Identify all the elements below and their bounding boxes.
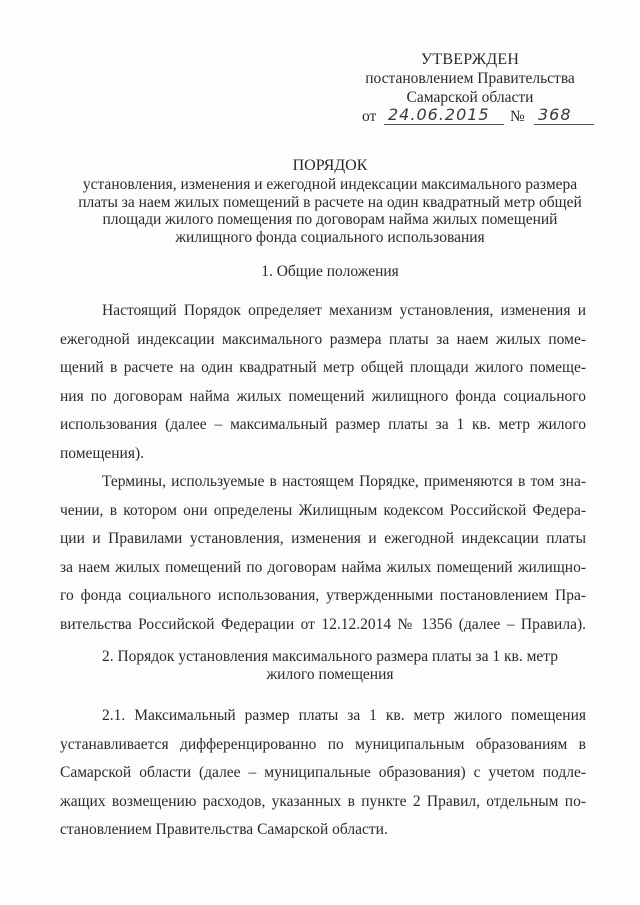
text-line: Термины, используемые в настоящем Порядке, применяются в том зна- <box>102 473 586 490</box>
text-line: вительства Российской Федерации от 12.12.2014 № 1356 (далее – Правила). <box>60 615 586 633</box>
text-line: Настоящий Порядок определяет механизм установления, изменения и <box>102 302 586 319</box>
section-1-title: 1. Общие положения <box>261 263 399 280</box>
approval-title: УТВЕРЖДЕН <box>420 51 520 68</box>
section-2-title-line: 2. Порядок установления максимального размера платы за 1 кв. метр <box>101 648 559 665</box>
document-title: ПОРЯДОК <box>292 157 368 174</box>
text-line: 2.1. Максимальный размер платы за 1 кв. метр жилого помещения <box>102 707 586 724</box>
text-line: использования (далее – максимальный размер платы за 1 кв. метр жилого <box>60 416 586 434</box>
text-line: щений в расчете на один квадратный метр общей площади жилого помеще- <box>60 359 586 377</box>
section-2-paragraph-1 <box>60 702 586 845</box>
text-line: помещения). <box>60 444 145 462</box>
text-line: за наем жилых помещений по договорам найма жилых помещений жилищно- <box>60 558 586 576</box>
approval-date-number <box>362 106 602 128</box>
date-prefix: от <box>362 108 377 125</box>
text-line: жащих возмещению расходов, указанных в пункте 2 Правил, отдельным по- <box>60 792 586 810</box>
subtitle-line: площади жилого помещения по договорам найма жилых помещений <box>102 211 558 228</box>
section-2-title <box>60 648 600 683</box>
handwritten-date: 24.06.2015 <box>384 106 504 125</box>
approval-line-2: Самарской области <box>406 89 534 106</box>
subtitle-line: жилищного фонда социального использования <box>175 228 485 246</box>
section-2-title-line: жилого помещения <box>266 665 394 683</box>
number-prefix: № <box>510 108 525 125</box>
approval-line-1: постановлением Правительства <box>365 70 575 87</box>
text-line: ния по договорам найма жилых помещений жилищного фонда социального <box>60 387 586 405</box>
text-line: ежегодной индексации максимального размера платы за наем жилых поме- <box>60 330 586 348</box>
subtitle-line: установления, изменения и ежегодной индексации максимального размера <box>82 176 578 193</box>
section-1-paragraph-2 <box>60 468 586 640</box>
document-subtitle <box>60 176 600 246</box>
text-line: ции и Правилами установления, изменения и ежегодной индексации платы <box>60 530 586 548</box>
text-line: устанавливается дифференцированно по муниципальным образованиям в <box>60 735 586 753</box>
handwritten-number: 368 <box>534 106 594 125</box>
text-line: Самарской области (далее – муниципальные образования) с учетом подле- <box>60 764 586 782</box>
section-1-paragraph-1 <box>60 297 586 469</box>
text-line: становлением Правительства Самарской области. <box>60 821 388 839</box>
subtitle-line: платы за наем жилых помещений в расчете на один квадратный метр общей <box>78 193 582 211</box>
text-line: го фонда социального использования, утвержденными постановлением Пра- <box>60 587 586 605</box>
text-line: чении, в котором они определены Жилищным кодексом Российской Федера- <box>60 501 586 519</box>
approval-block <box>345 50 595 107</box>
